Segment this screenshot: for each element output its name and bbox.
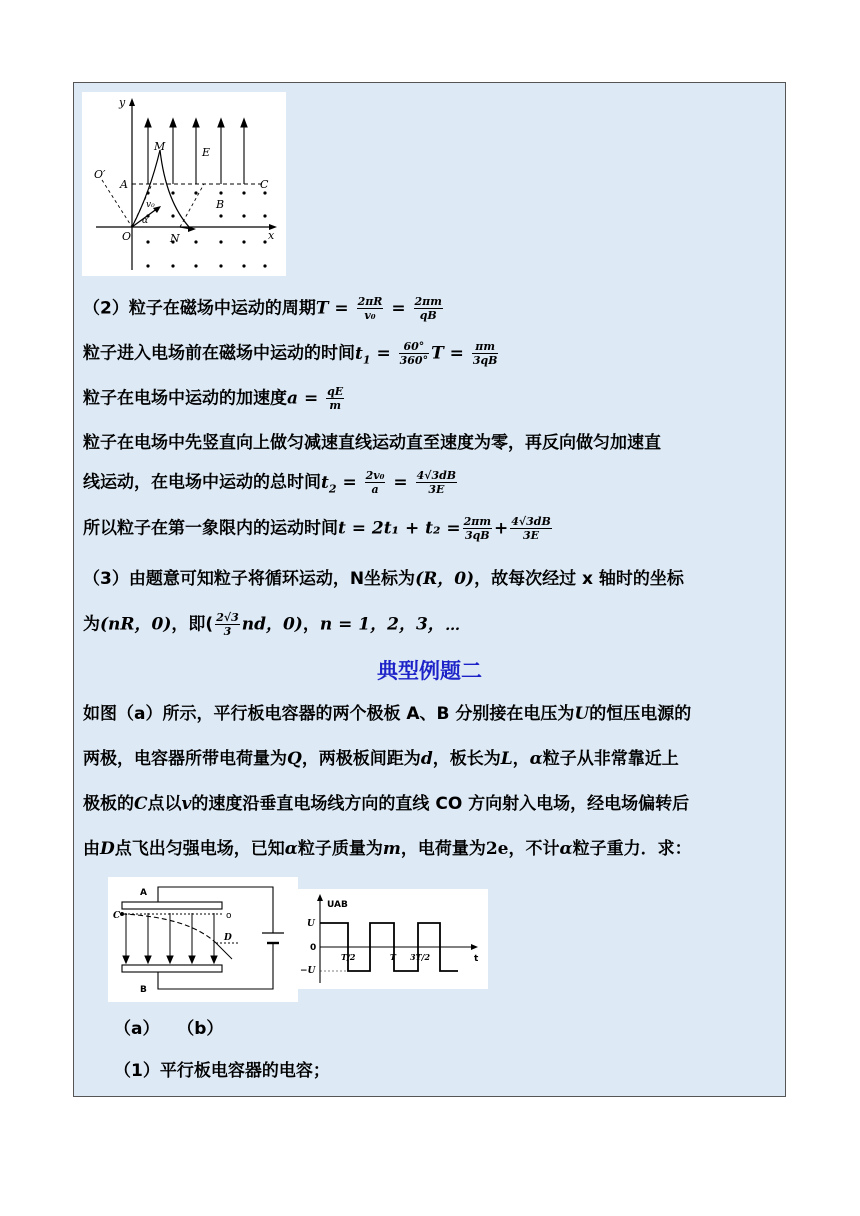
- origin-o-label: O: [122, 230, 132, 243]
- velocity-v0-label: v₀: [146, 200, 155, 210]
- angle-alpha-label: α: [142, 216, 149, 226]
- t2-symbol: $t_2$: [321, 472, 337, 495]
- voltage-graph-figure-b: [298, 889, 488, 989]
- y-axis-label: y: [119, 96, 126, 109]
- t-axis-label: t: [474, 954, 479, 964]
- acceleration-fraction: $\frac{qE}{m}$: [327, 385, 344, 412]
- acceleration-text: 粒子在电场中运动的加速度: [83, 388, 287, 409]
- solution-line-period: [83, 295, 779, 322]
- equals-sign: =: [334, 298, 349, 319]
- caption-a: （a）: [114, 1019, 160, 1039]
- neg-u-level-label: −U: [300, 966, 316, 976]
- point-n-label: N: [170, 232, 180, 245]
- period-symbol: T: [315, 298, 329, 319]
- point-d-label: D: [224, 933, 232, 943]
- point-m-label: M: [154, 140, 166, 153]
- solution-line-part3: （3）由题意可知粒子将循环运动，N坐标为(R，0)，故每次经过 x 轴时的坐标: [83, 569, 684, 589]
- n-values: n = 1，2，3，⋯: [319, 614, 461, 635]
- total-time-expression: t = 2t₁ + t₂ =: [338, 518, 461, 539]
- time-t1-text: 粒子进入电场前在磁场中运动的时间: [83, 343, 355, 364]
- n-coordinate: (R，0): [415, 569, 475, 589]
- equals-sign: =: [391, 298, 406, 319]
- field-b-label: B: [216, 198, 225, 211]
- t2-fraction-2: $\frac{4√3dB}{3E}$: [416, 469, 457, 496]
- point-a-label: A: [120, 178, 128, 191]
- problem-line-1: 如图（a）所示，平行板电容器的两个极板 A、B 分别接在电压为U的恒压电源的: [83, 704, 692, 724]
- solution-line-coordinates: 为(nR，0)，即( $\frac{2√3}{3}$ nd，0)，n = 1，2，3，⋯: [83, 611, 461, 638]
- content-panel: [73, 82, 786, 1097]
- problem-line-3: 极板的C点以v的速度沿垂直电场线方向的直线 CO 方向射入电场，经电场偏转后: [83, 794, 690, 814]
- field-diagram-figure: [82, 92, 286, 276]
- u-level-label: U: [307, 919, 315, 929]
- nr-coordinate: (nR，0): [100, 614, 172, 635]
- total-time-fraction-2: $\frac{4√3dB}{3E}$: [511, 515, 551, 542]
- plate-a-label: A: [140, 888, 147, 898]
- uab-axis-label: UAB: [327, 900, 348, 910]
- caption-b: （b）: [177, 1019, 224, 1039]
- angle-fraction: $\frac{60^\circ}{360^\circ}$: [399, 340, 429, 367]
- solution-line-time-t1: 粒子进入电场前在磁场中运动的时间$t_1$ = $\frac{60^\circ}{360^\circ}$ T = $\frac{\pi m}{3qB}$: [83, 340, 498, 367]
- t-period-label: T: [390, 952, 396, 962]
- t1-symbol: $t_1$: [355, 343, 371, 366]
- plate-b-label: B: [140, 985, 147, 995]
- period-fraction-2: $\frac{2\pi m}{qB}$: [414, 295, 442, 322]
- period-text: （2）粒子在磁场中运动的周期: [83, 298, 316, 319]
- solution-line-time-t2: 线运动，在电场中运动的总时间$t_2$ = $\frac{\text{2v₀}}{a}$ = $\frac{4√3dB}{3E}$: [83, 469, 457, 496]
- point-o-prime-label: O′: [94, 168, 106, 181]
- time-t2-text: 线运动，在电场中运动的总时间: [83, 472, 321, 493]
- problem-line-2: 两极，电容器所带电荷量为Q，两极板间距为d，板长为L，α粒子从非常靠近上: [83, 749, 679, 769]
- origin-zero-label: 0: [310, 943, 317, 953]
- figure-captions: [114, 1017, 779, 1041]
- coordinate-fraction: $\frac{2√3}{3}$: [216, 611, 239, 638]
- t2-fraction-1: $\frac{\text{2v₀}}{a}$: [365, 469, 385, 496]
- total-time-fraction-1: $\frac{2\pi m}{3qB}$: [463, 515, 491, 542]
- capacitor-figure-a: [108, 877, 298, 1002]
- point-o-label: o: [226, 911, 232, 921]
- t-three-half-label: 3T/2: [410, 952, 431, 962]
- question-1: （1）平行板电容器的电容；: [114, 1061, 330, 1081]
- field-e-label: E: [202, 146, 211, 159]
- total-time-text: 所以粒子在第一象限内的运动时间: [83, 518, 338, 539]
- t1-fraction: $\frac{\pi m}{3qB}$: [472, 340, 498, 367]
- t-half-label: T/2: [341, 952, 356, 962]
- x-axis-label: x: [268, 229, 275, 242]
- point-c-label: C: [113, 911, 121, 921]
- problem-line-4: 由D点飞出匀强电场，已知α粒子质量为m，电荷量为2e，不计α粒子重力．求：: [83, 839, 692, 859]
- solution-line-total-time: 所以粒子在第一象限内的运动时间t = 2t₁ + t₂ = $\frac{2\pi m}{3qB}$ + $\frac{4√3dB}{3E}$: [83, 515, 551, 542]
- point-c-label: C: [260, 178, 269, 191]
- solution-line-acceleration: 粒子在电场中运动的加速度a = $\frac{qE}{m}$: [83, 385, 344, 412]
- solution-line-motion: 粒子在电场中先竖直向上做匀减速直线运动直至速度为零，再反向做匀加速直: [83, 433, 661, 453]
- period-fraction-1: $\frac{2\pi R}{\text{v₀}}$: [357, 295, 383, 322]
- example-title: 典型例题二: [377, 658, 482, 683]
